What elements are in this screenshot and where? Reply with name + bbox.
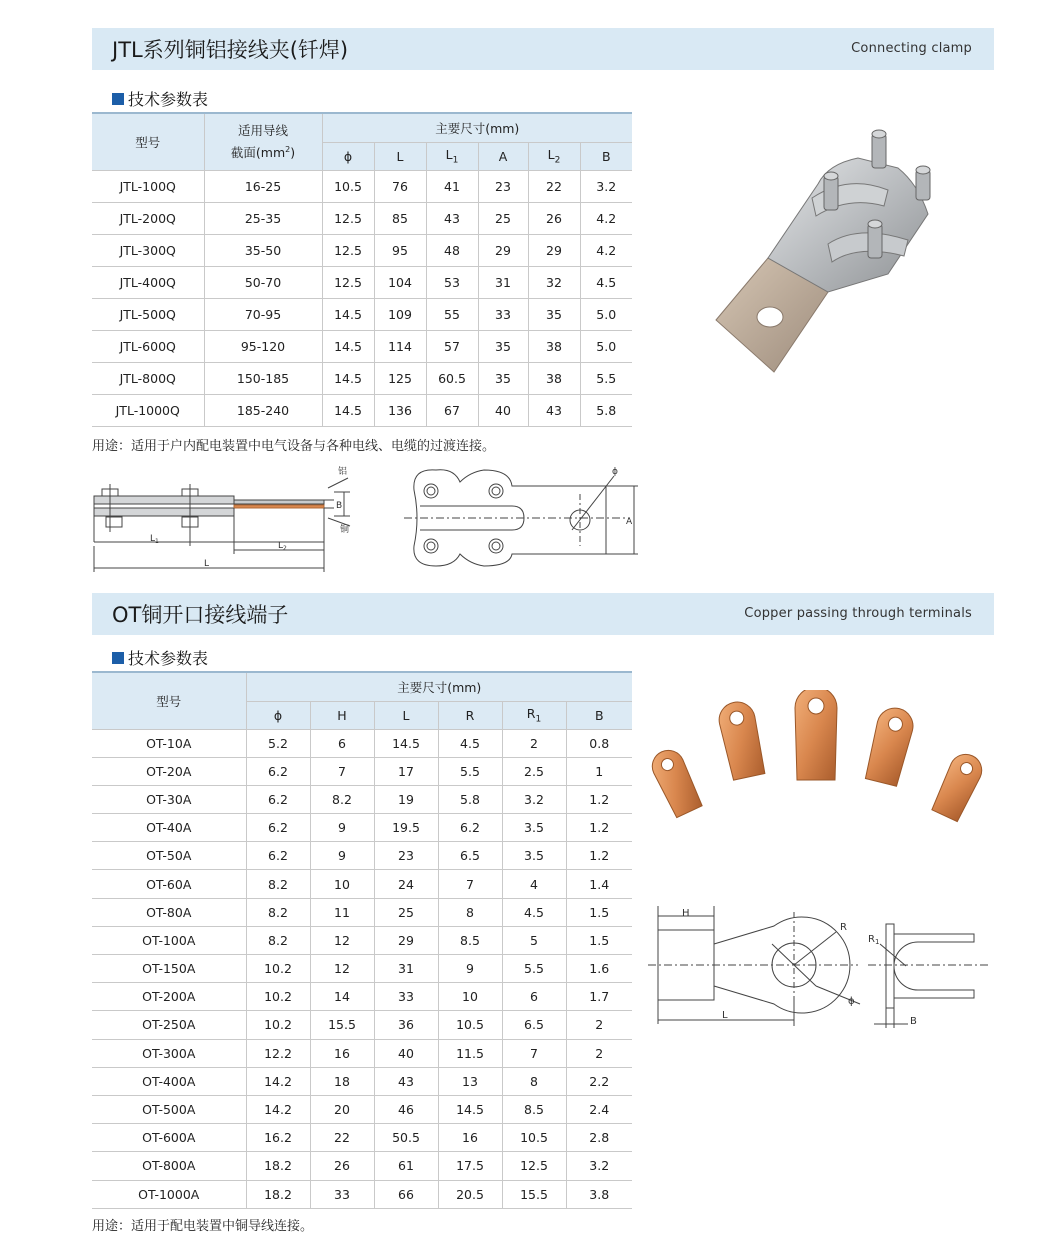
jtl-cu-label: 铜	[340, 525, 350, 535]
table-cell: 7	[310, 757, 374, 785]
table-cell: 14.5	[322, 298, 374, 330]
table-row	[92, 1152, 632, 1180]
ot-title: OT铜开口接线端子	[112, 603, 289, 627]
table-cell: 31	[374, 955, 438, 983]
table-cell: 10.2	[246, 955, 310, 983]
table-cell: 1.4	[566, 870, 632, 898]
jtl-l2-label: $L_2$	[278, 541, 287, 552]
ot-h-label: H	[682, 908, 690, 919]
table-cell: 5.2	[246, 729, 310, 757]
table-cell: 18	[310, 1067, 374, 1095]
table-cell: 48	[426, 234, 478, 266]
table-cell: 60.5	[426, 362, 478, 394]
ot-b-label: B	[910, 1016, 917, 1027]
table-cell: 40	[478, 394, 528, 426]
table-cell: 6	[310, 729, 374, 757]
table-cell: 38	[528, 330, 580, 362]
table-cell: 18.2	[246, 1180, 310, 1208]
table-cell: 6.5	[438, 842, 502, 870]
table-cell: 6	[502, 983, 566, 1011]
table-cell: 33	[310, 1180, 374, 1208]
ot-dim-header: $R_1$	[502, 701, 566, 729]
table-cell: 25	[374, 898, 438, 926]
table-cell: 43	[426, 202, 478, 234]
table-cell: 8	[438, 898, 502, 926]
table-row	[92, 757, 632, 785]
table-cell: 12.5	[322, 266, 374, 298]
ot-spec-table	[92, 671, 632, 1209]
table-cell: 5.5	[580, 362, 632, 394]
ot-dim-header: L	[374, 701, 438, 729]
table-row	[92, 785, 632, 813]
table-cell: 29	[478, 234, 528, 266]
table-cell: 10.5	[322, 170, 374, 202]
table-cell: OT-80A	[92, 898, 246, 926]
table-cell: 40	[374, 1039, 438, 1067]
table-cell: JTL-800Q	[92, 362, 204, 394]
table-cell: 70-95	[204, 298, 322, 330]
table-cell: OT-200A	[92, 983, 246, 1011]
ot-usage: 用途：适用于配电装置中铜导线连接。	[92, 1219, 314, 1234]
table-cell: 43	[374, 1067, 438, 1095]
table-row	[92, 926, 632, 954]
table-cell: 6.2	[438, 814, 502, 842]
table-cell: 17.5	[438, 1152, 502, 1180]
table-cell: 50.5	[374, 1124, 438, 1152]
table-cell: 16	[310, 1039, 374, 1067]
table-cell: 31	[478, 266, 528, 298]
table-cell: 9	[310, 814, 374, 842]
table-cell: 1.6	[566, 955, 632, 983]
ot-col-main: 主要尺寸(mm)	[246, 672, 632, 701]
table-cell: 26	[310, 1152, 374, 1180]
table-row	[92, 170, 632, 202]
table-row	[92, 729, 632, 757]
table-row	[92, 1067, 632, 1095]
table-cell: 29	[374, 926, 438, 954]
table-cell: 2.8	[566, 1124, 632, 1152]
table-cell: 23	[478, 170, 528, 202]
table-cell: 33	[478, 298, 528, 330]
jtl-side-view-drawing	[88, 462, 360, 574]
table-cell: 12	[310, 926, 374, 954]
jtl-col-main: 主要尺寸(mm)	[322, 113, 632, 142]
table-row	[92, 1180, 632, 1208]
table-cell: 55	[426, 298, 478, 330]
table-cell: OT-30A	[92, 785, 246, 813]
table-cell: 10	[438, 983, 502, 1011]
table-cell: 14.2	[246, 1067, 310, 1095]
table-cell: 13	[438, 1067, 502, 1095]
jtl-dim-header: $L_2$	[528, 142, 580, 170]
jtl-phi-label: ϕ	[612, 467, 618, 477]
table-cell: 5.5	[438, 757, 502, 785]
table-row	[92, 898, 632, 926]
jtl-product-photo	[708, 124, 954, 374]
table-cell: 16.2	[246, 1124, 310, 1152]
table-cell: 41	[426, 170, 478, 202]
table-cell: OT-40A	[92, 814, 246, 842]
table-cell: 61	[374, 1152, 438, 1180]
table-cell: OT-800A	[92, 1152, 246, 1180]
table-cell: OT-300A	[92, 1039, 246, 1067]
jtl-dim-header: L	[374, 142, 426, 170]
table-cell: 66	[374, 1180, 438, 1208]
table-cell: 8.2	[310, 785, 374, 813]
table-cell: 10.5	[502, 1124, 566, 1152]
table-cell: 12.5	[322, 234, 374, 266]
table-row	[92, 330, 632, 362]
table-row	[92, 202, 632, 234]
table-cell: 2	[566, 1011, 632, 1039]
table-cell: 7	[502, 1039, 566, 1067]
jtl-title: JTL系列铜铝接线夹(钎焊)	[112, 38, 349, 62]
table-cell: 5.0	[580, 298, 632, 330]
table-cell: 5	[502, 926, 566, 954]
table-cell: 19.5	[374, 814, 438, 842]
table-row	[92, 983, 632, 1011]
table-row	[92, 955, 632, 983]
table-cell: 20.5	[438, 1180, 502, 1208]
jtl-col-section: 适用导线 截面$(mm^2)$	[204, 113, 322, 170]
table-row	[92, 298, 632, 330]
table-cell: 2.5	[502, 757, 566, 785]
table-cell: 6.2	[246, 842, 310, 870]
table-cell: 14.5	[322, 362, 374, 394]
table-cell: OT-500A	[92, 1095, 246, 1123]
table-cell: 8	[502, 1067, 566, 1095]
table-cell: 14.5	[322, 330, 374, 362]
table-cell: 50-70	[204, 266, 322, 298]
table-row	[92, 1095, 632, 1123]
table-cell: 8.5	[502, 1095, 566, 1123]
table-cell: 1	[566, 757, 632, 785]
table-cell: 10.2	[246, 983, 310, 1011]
table-cell: 33	[374, 983, 438, 1011]
table-cell: 3.2	[580, 170, 632, 202]
table-cell: 76	[374, 170, 426, 202]
table-cell: 8.2	[246, 870, 310, 898]
table-cell: JTL-200Q	[92, 202, 204, 234]
table-cell: 67	[426, 394, 478, 426]
table-cell: 43	[528, 394, 580, 426]
jtl-dim-header: $L_1$	[426, 142, 478, 170]
table-cell: 35	[528, 298, 580, 330]
table-cell: 24	[374, 870, 438, 898]
table-cell: JTL-600Q	[92, 330, 204, 362]
jtl-dim-header: ϕ	[322, 142, 374, 170]
ot-subtitle-en: Copper passing through terminals	[744, 606, 972, 621]
jtl-top-view-drawing	[400, 462, 648, 574]
table-cell: 12.5	[322, 202, 374, 234]
table-row	[92, 1011, 632, 1039]
table-cell: OT-600A	[92, 1124, 246, 1152]
ot-dim-header: ϕ	[246, 701, 310, 729]
jtl-al-label: 铝	[338, 467, 348, 477]
table-cell: 10.5	[438, 1011, 502, 1039]
jtl-spec-table	[92, 112, 632, 427]
jtl-l1-label: $L_1$	[150, 534, 159, 545]
table-cell: 4.5	[580, 266, 632, 298]
table-cell: 9	[438, 955, 502, 983]
jtl-section-label: 技术参数表	[112, 87, 208, 110]
table-cell: OT-10A	[92, 729, 246, 757]
ot-r-label: R	[840, 922, 847, 933]
table-cell: 136	[374, 394, 426, 426]
table-row	[92, 1039, 632, 1067]
table-cell: OT-250A	[92, 1011, 246, 1039]
table-cell: 12	[310, 955, 374, 983]
square-bullet-icon	[112, 93, 124, 105]
table-cell: 25	[478, 202, 528, 234]
table-cell: 16-25	[204, 170, 322, 202]
table-cell: 12.2	[246, 1039, 310, 1067]
table-cell: 85	[374, 202, 426, 234]
table-cell: 35	[478, 362, 528, 394]
table-cell: 3.5	[502, 814, 566, 842]
table-cell: JTL-300Q	[92, 234, 204, 266]
table-cell: 32	[528, 266, 580, 298]
ot-col-model: 型号	[92, 672, 246, 729]
table-cell: 18.2	[246, 1152, 310, 1180]
table-cell: 4.5	[438, 729, 502, 757]
jtl-col-model: 型号	[92, 113, 204, 170]
table-cell: 1.5	[566, 898, 632, 926]
table-row	[92, 362, 632, 394]
table-cell: 1.2	[566, 785, 632, 813]
ot-technical-drawing	[648, 904, 994, 1034]
table-cell: 26	[528, 202, 580, 234]
jtl-b-label: B	[336, 501, 343, 511]
table-row	[92, 842, 632, 870]
table-cell: JTL-400Q	[92, 266, 204, 298]
table-cell: 3.5	[502, 842, 566, 870]
ot-r1-label: $R_1$	[868, 934, 880, 946]
ot-dim-header: R	[438, 701, 502, 729]
ot-phi-label: ϕ	[848, 996, 855, 1007]
table-cell: 2.2	[566, 1067, 632, 1095]
table-cell: 11	[310, 898, 374, 926]
table-cell: 3.2	[502, 785, 566, 813]
ot-dim-header: H	[310, 701, 374, 729]
table-cell: 3.2	[566, 1152, 632, 1180]
table-row	[92, 234, 632, 266]
table-cell: 14.5	[374, 729, 438, 757]
table-cell: 8.5	[438, 926, 502, 954]
table-cell: 10	[310, 870, 374, 898]
table-cell: 11.5	[438, 1039, 502, 1067]
table-cell: JTL-100Q	[92, 170, 204, 202]
table-cell: 22	[528, 170, 580, 202]
table-cell: OT-150A	[92, 955, 246, 983]
jtl-banner	[92, 28, 994, 70]
table-cell: 4.5	[502, 898, 566, 926]
table-cell: 14.2	[246, 1095, 310, 1123]
table-cell: 4	[502, 870, 566, 898]
table-cell: 12.5	[502, 1152, 566, 1180]
table-cell: 9	[310, 842, 374, 870]
table-cell: 5.0	[580, 330, 632, 362]
table-cell: 20	[310, 1095, 374, 1123]
table-cell: 185-240	[204, 394, 322, 426]
table-cell: JTL-1000Q	[92, 394, 204, 426]
table-cell: 38	[528, 362, 580, 394]
ot-l-label: L	[722, 1010, 728, 1021]
table-cell: 0.8	[566, 729, 632, 757]
ot-product-photo	[650, 690, 990, 840]
table-cell: 36	[374, 1011, 438, 1039]
table-cell: 8.2	[246, 926, 310, 954]
table-cell: 1.5	[566, 926, 632, 954]
table-row	[92, 394, 632, 426]
table-cell: 125	[374, 362, 426, 394]
table-row	[92, 1124, 632, 1152]
table-cell: 57	[426, 330, 478, 362]
table-cell: OT-50A	[92, 842, 246, 870]
table-cell: 4.2	[580, 202, 632, 234]
table-cell: 95	[374, 234, 426, 266]
table-cell: 10.2	[246, 1011, 310, 1039]
jtl-dim-header: A	[478, 142, 528, 170]
table-cell: 19	[374, 785, 438, 813]
table-cell: 114	[374, 330, 426, 362]
table-cell: 46	[374, 1095, 438, 1123]
table-cell: 6.2	[246, 757, 310, 785]
table-cell: 2	[502, 729, 566, 757]
table-cell: 6.2	[246, 814, 310, 842]
jtl-l-label: L	[204, 559, 210, 569]
table-cell: 14	[310, 983, 374, 1011]
jtl-subtitle-en: Connecting clamp	[851, 41, 972, 56]
table-cell: 109	[374, 298, 426, 330]
table-cell: 15.5	[310, 1011, 374, 1039]
jtl-usage: 用途：适用于户内配电装置中电气设备与各种电线、电缆的过渡连接。	[92, 439, 496, 454]
table-cell: 1.2	[566, 842, 632, 870]
table-cell: 5.5	[502, 955, 566, 983]
table-cell: 6.2	[246, 785, 310, 813]
table-cell: 2.4	[566, 1095, 632, 1123]
table-cell: OT-400A	[92, 1067, 246, 1095]
table-cell: 3.8	[566, 1180, 632, 1208]
table-cell: 150-185	[204, 362, 322, 394]
jtl-dim-header: B	[580, 142, 632, 170]
table-cell: 14.5	[438, 1095, 502, 1123]
table-cell: 1.7	[566, 983, 632, 1011]
table-cell: 95-120	[204, 330, 322, 362]
table-cell: 22	[310, 1124, 374, 1152]
table-cell: OT-100A	[92, 926, 246, 954]
table-cell: OT-1000A	[92, 1180, 246, 1208]
table-cell: 35-50	[204, 234, 322, 266]
table-cell: 7	[438, 870, 502, 898]
table-cell: 104	[374, 266, 426, 298]
table-cell: 25-35	[204, 202, 322, 234]
ot-banner	[92, 593, 994, 635]
table-row	[92, 266, 632, 298]
table-cell: 23	[374, 842, 438, 870]
table-cell: 5.8	[438, 785, 502, 813]
table-cell: 17	[374, 757, 438, 785]
table-cell: 1.2	[566, 814, 632, 842]
table-row	[92, 870, 632, 898]
table-cell: 2	[566, 1039, 632, 1067]
table-cell: JTL-500Q	[92, 298, 204, 330]
table-cell: OT-20A	[92, 757, 246, 785]
table-cell: OT-60A	[92, 870, 246, 898]
table-cell: 4.2	[580, 234, 632, 266]
table-cell: 6.5	[502, 1011, 566, 1039]
table-cell: 15.5	[502, 1180, 566, 1208]
table-cell: 29	[528, 234, 580, 266]
jtl-a-label: A	[626, 517, 633, 527]
table-cell: 8.2	[246, 898, 310, 926]
ot-dim-header: B	[566, 701, 632, 729]
square-bullet-icon	[112, 652, 124, 664]
table-row	[92, 814, 632, 842]
table-cell: 16	[438, 1124, 502, 1152]
table-cell: 14.5	[322, 394, 374, 426]
ot-section-label: 技术参数表	[112, 646, 208, 669]
table-cell: 53	[426, 266, 478, 298]
table-cell: 5.8	[580, 394, 632, 426]
table-cell: 35	[478, 330, 528, 362]
